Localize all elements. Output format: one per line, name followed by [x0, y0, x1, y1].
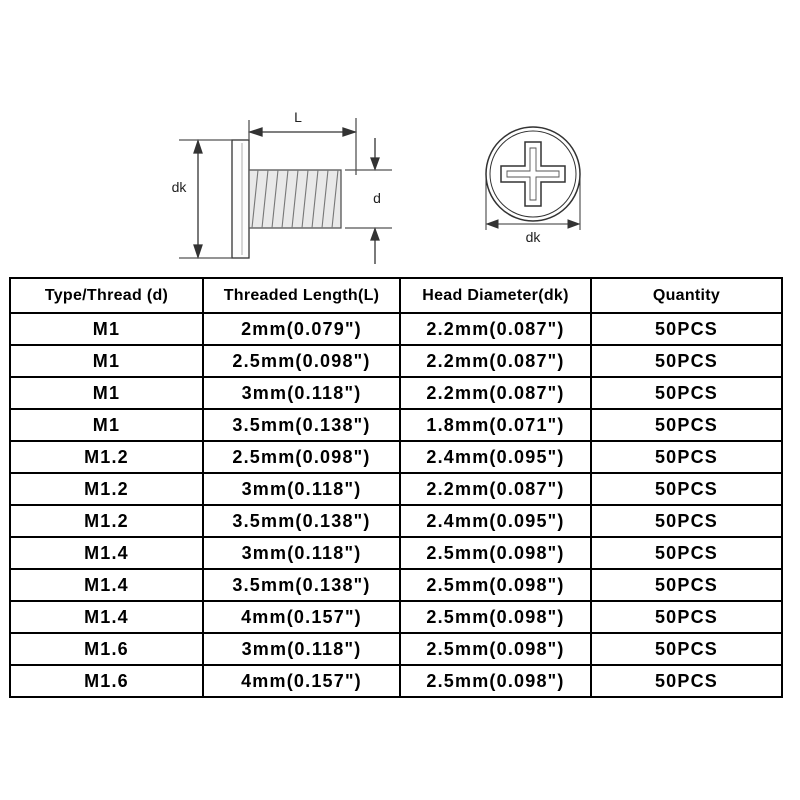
phillips-head-top-view-icon	[486, 127, 580, 230]
cell-type-thread: M1.6	[10, 665, 203, 697]
cell-quantity: 50PCS	[591, 569, 782, 601]
table-header-row	[10, 278, 782, 313]
cell-threaded-length: 3mm(0.118")	[203, 537, 400, 569]
table-row	[10, 377, 782, 409]
cell-threaded-length: 4mm(0.157")	[203, 665, 400, 697]
cell-head-diameter: 2.2mm(0.087")	[400, 313, 591, 345]
cell-threaded-length: 3mm(0.118")	[203, 473, 400, 505]
table-row	[10, 569, 782, 601]
cell-quantity: 50PCS	[591, 441, 782, 473]
cell-threaded-length: 3mm(0.118")	[203, 633, 400, 665]
cell-head-diameter: 2.2mm(0.087")	[400, 377, 591, 409]
cell-type-thread: M1	[10, 345, 203, 377]
table-row	[10, 537, 782, 569]
cell-type-thread: M1.4	[10, 601, 203, 633]
cell-head-diameter: 2.5mm(0.098")	[400, 569, 591, 601]
cell-head-diameter: 2.5mm(0.098")	[400, 537, 591, 569]
cell-threaded-length: 3.5mm(0.138")	[203, 505, 400, 537]
cell-threaded-length: 2.5mm(0.098")	[203, 441, 400, 473]
table-row	[10, 633, 782, 665]
screw-spec-table	[9, 277, 783, 698]
cell-head-diameter: 2.2mm(0.087")	[400, 345, 591, 377]
cell-head-diameter: 1.8mm(0.071")	[400, 409, 591, 441]
table-row	[10, 665, 782, 697]
table-row	[10, 473, 782, 505]
cell-head-diameter: 2.4mm(0.095")	[400, 505, 591, 537]
cell-head-diameter: 2.2mm(0.087")	[400, 473, 591, 505]
cell-type-thread: M1.2	[10, 473, 203, 505]
cell-head-diameter: 2.5mm(0.098")	[400, 665, 591, 697]
head-diameter-top-label: dk	[525, 229, 541, 245]
cell-quantity: 50PCS	[591, 345, 782, 377]
table-row	[10, 601, 782, 633]
header-type-thread: Type/Thread (d)	[10, 278, 203, 313]
cell-quantity: 50PCS	[591, 409, 782, 441]
cell-type-thread: M1.6	[10, 633, 203, 665]
cell-threaded-length: 2.5mm(0.098")	[203, 345, 400, 377]
cell-quantity: 50PCS	[591, 505, 782, 537]
cell-quantity: 50PCS	[591, 665, 782, 697]
table-row	[10, 505, 782, 537]
cell-type-thread: M1	[10, 409, 203, 441]
screw-dimension-diagram	[0, 0, 800, 275]
screw-side-view-icon	[179, 118, 392, 264]
header-quantity: Quantity	[591, 278, 782, 313]
cell-type-thread: M1.2	[10, 505, 203, 537]
cell-quantity: 50PCS	[591, 473, 782, 505]
table-row	[10, 409, 782, 441]
cell-head-diameter: 2.5mm(0.098")	[400, 601, 591, 633]
cell-threaded-length: 3mm(0.118")	[203, 377, 400, 409]
table-row	[10, 313, 782, 345]
cell-threaded-length: 3.5mm(0.138")	[203, 409, 400, 441]
length-label: L	[294, 109, 302, 125]
cell-quantity: 50PCS	[591, 377, 782, 409]
thread-diameter-label: d	[373, 190, 381, 206]
cell-type-thread: M1	[10, 313, 203, 345]
table-row	[10, 441, 782, 473]
head-diameter-side-label: dk	[171, 179, 187, 195]
cell-head-diameter: 2.4mm(0.095")	[400, 441, 591, 473]
cell-head-diameter: 2.5mm(0.098")	[400, 633, 591, 665]
cell-quantity: 50PCS	[591, 601, 782, 633]
header-head-diameter: Head Diameter(dk)	[400, 278, 591, 313]
cell-type-thread: M1.4	[10, 569, 203, 601]
cell-type-thread: M1.2	[10, 441, 203, 473]
cell-quantity: 50PCS	[591, 313, 782, 345]
cell-threaded-length: 4mm(0.157")	[203, 601, 400, 633]
cell-type-thread: M1	[10, 377, 203, 409]
cell-threaded-length: 2mm(0.079")	[203, 313, 400, 345]
cell-quantity: 50PCS	[591, 537, 782, 569]
table-row	[10, 345, 782, 377]
cell-threaded-length: 3.5mm(0.138")	[203, 569, 400, 601]
cell-type-thread: M1.4	[10, 537, 203, 569]
header-threaded-length: Threaded Length(L)	[203, 278, 400, 313]
cell-quantity: 50PCS	[591, 633, 782, 665]
